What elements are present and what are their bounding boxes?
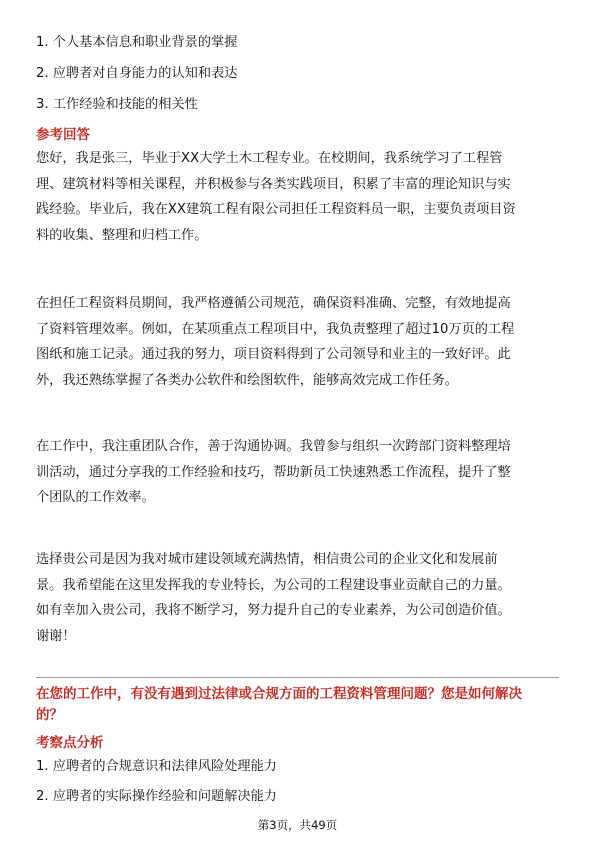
analysis-heading: 考察点分析 (36, 735, 104, 751)
paragraph-line: 料的收集、整理和归档工作。 (36, 227, 208, 243)
answer-paragraph-3 (36, 434, 562, 511)
paragraph-line: 景。我希望能在这里发挥我的专业特长，为公司的工程建设事业贡献自己的力量。 (36, 577, 511, 593)
paragraph-line: 外，我还熟练掌握了各类办公软件和绘图软件，能够高效完成工作任务。 (36, 372, 458, 388)
paragraph-line: 了资料管理效率。例如，在某项重点工程项目中，我负责整理了超过10万页的工程 (36, 321, 515, 337)
answer-heading: 参考回答 (36, 127, 90, 143)
paragraph-line: 如有幸加入贵公司，我将不断学习，努力提升自己的专业素养，为公司创造价值。 (36, 603, 511, 619)
list-item: 2. 应聘者的实际操作经验和问题解决能力 (36, 789, 277, 804)
question-line: 在您的工作中，有没有遇到过法律或合规方面的工程资料管理问题？您是如何解决 (36, 686, 522, 702)
list-item: 3. 工作经验和技能的相关性 (36, 97, 198, 112)
answer-paragraph-4 (36, 547, 562, 649)
page-footer: 第3页，共49页 (257, 818, 338, 832)
question-line: 的？ (36, 707, 63, 723)
paragraph-line: 在工作中，我注重团队合作，善于沟通协调。我曾参与组织一次跨部门资料整理培 (36, 439, 511, 454)
paragraph-line: 在担任工程资料员期间，我严格遵循公司规范，确保资料准确、完整，有效地提高 (36, 296, 511, 311)
paragraph-line: 图纸和施工记录。通过我的努力，项目资料得到了公司领导和业主的一致好评。此 (36, 347, 511, 363)
paragraph-line: 理、建筑材料等相关课程，并积极参与各类实践项目，积累了丰富的理论知识与实 (36, 176, 511, 192)
answer-paragraph-1 (36, 146, 562, 248)
paragraph-line: 谢谢！ (36, 628, 76, 644)
paragraph-line: 训活动，通过分享我的工作经验和技巧，帮助新员工快速熟悉工作流程，提升了整 (36, 464, 511, 480)
list-item: 1. 个人基本信息和职业背景的掌握 (36, 35, 238, 50)
list-item: 2. 应聘者对自身能力的认知和表达 (36, 66, 238, 81)
interview-question (36, 684, 562, 726)
paragraph-line: 选择贵公司是因为我对城市建设领域充满热情，相信贵公司的企业文化和发展前 (36, 552, 498, 567)
section-divider (36, 677, 559, 678)
list-item: 1. 应聘者的合规意识和法律风险处理能力 (36, 759, 277, 774)
answer-paragraph-2 (36, 291, 562, 393)
paragraph-line: 践经验。毕业后，我在XX建筑工程有限公司担任工程资料员一职，主要负责项目资 (36, 202, 516, 218)
paragraph-line: 您好，我是张三，毕业于XX大学土木工程专业。在校期间，我系统学习了工程管 (36, 151, 503, 166)
paragraph-line: 个团队的工作效率。 (36, 490, 155, 506)
